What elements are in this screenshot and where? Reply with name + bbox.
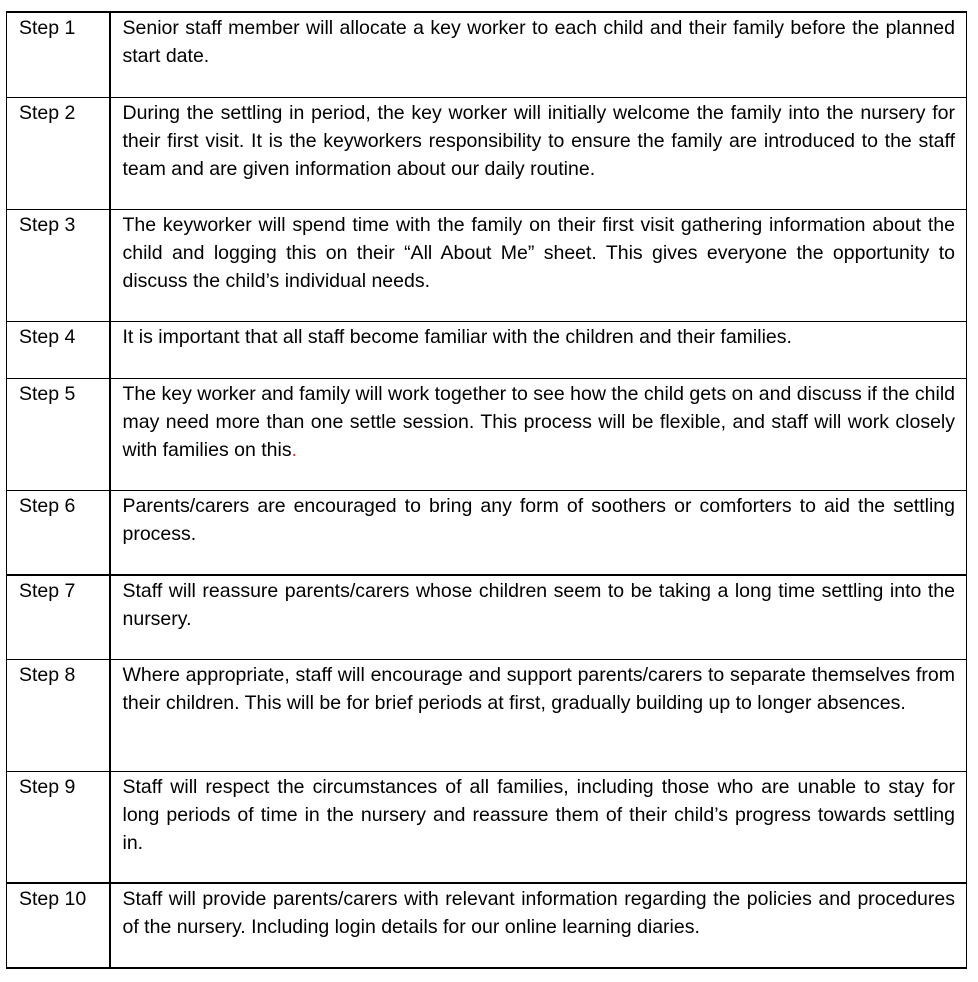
- table-row: [7, 883, 967, 968]
- step-description: Parents/carers are encouraged to bring any form of soothers or comforters to aid the settling process.: [110, 490, 967, 575]
- table-row: [7, 490, 967, 575]
- table-row: [7, 97, 967, 209]
- step-label: Step 4: [7, 321, 110, 378]
- step-description: Where appropriate, staff will encourage and support parents/carers to separate themselves from their children. This will be for brief periods at first, gradually building up to longer absences.: [110, 659, 967, 771]
- step-description-text: The key worker and family will work together to see how the child gets on and discuss if the child may need more than one settle session. This process will be flexible, and staff will work closely with families on this: [122, 382, 955, 461]
- step-label: Step 9: [7, 771, 110, 883]
- step-description: The keyworker will spend time with the family on their first visit gathering information about the child and logging this on their “All About Me” sheet. This gives everyone the opportunity to discuss the child’s individual needs.: [110, 209, 967, 321]
- table-row: [7, 209, 967, 321]
- step-description: [110, 378, 967, 490]
- step-description: Senior staff member will allocate a key worker to each child and their family before the planned start date.: [110, 12, 967, 97]
- step-label: Step 2: [7, 97, 110, 209]
- step-label: Step 1: [7, 12, 110, 97]
- step-description: Staff will reassure parents/carers whose children seem to be taking a long time settling into the nursery.: [110, 575, 967, 659]
- step-label: Step 8: [7, 659, 110, 771]
- settling-steps-table: [6, 11, 967, 969]
- table-row: [7, 771, 967, 883]
- table-row: [7, 378, 967, 490]
- step-description: Staff will provide parents/carers with relevant information regarding the policies and procedures of the nursery. Including login details for our online learning diaries.: [110, 883, 967, 968]
- step-label: Step 5: [7, 378, 110, 490]
- step-description: It is important that all staff become familiar with the children and their families.: [110, 321, 967, 378]
- step-label: Step 3: [7, 209, 110, 321]
- accent-period: .: [291, 438, 297, 461]
- step-description: Staff will respect the circumstances of all families, including those who are unable to stay for long periods of time in the nursery and reassure them of their child’s progress towards settling in.: [110, 771, 967, 883]
- table-row: [7, 575, 967, 659]
- table-row: [7, 659, 967, 771]
- step-label: Step 6: [7, 490, 110, 575]
- step-label: Step 10: [7, 883, 110, 968]
- table-row: [7, 321, 967, 378]
- table-row: [7, 12, 967, 97]
- step-description: During the settling in period, the key worker will initially welcome the family into the nursery for their first visit. It is the keyworkers responsibility to ensure the family are introduced to the staff team and are given information about our daily routine.: [110, 97, 967, 209]
- step-label: Step 7: [7, 575, 110, 659]
